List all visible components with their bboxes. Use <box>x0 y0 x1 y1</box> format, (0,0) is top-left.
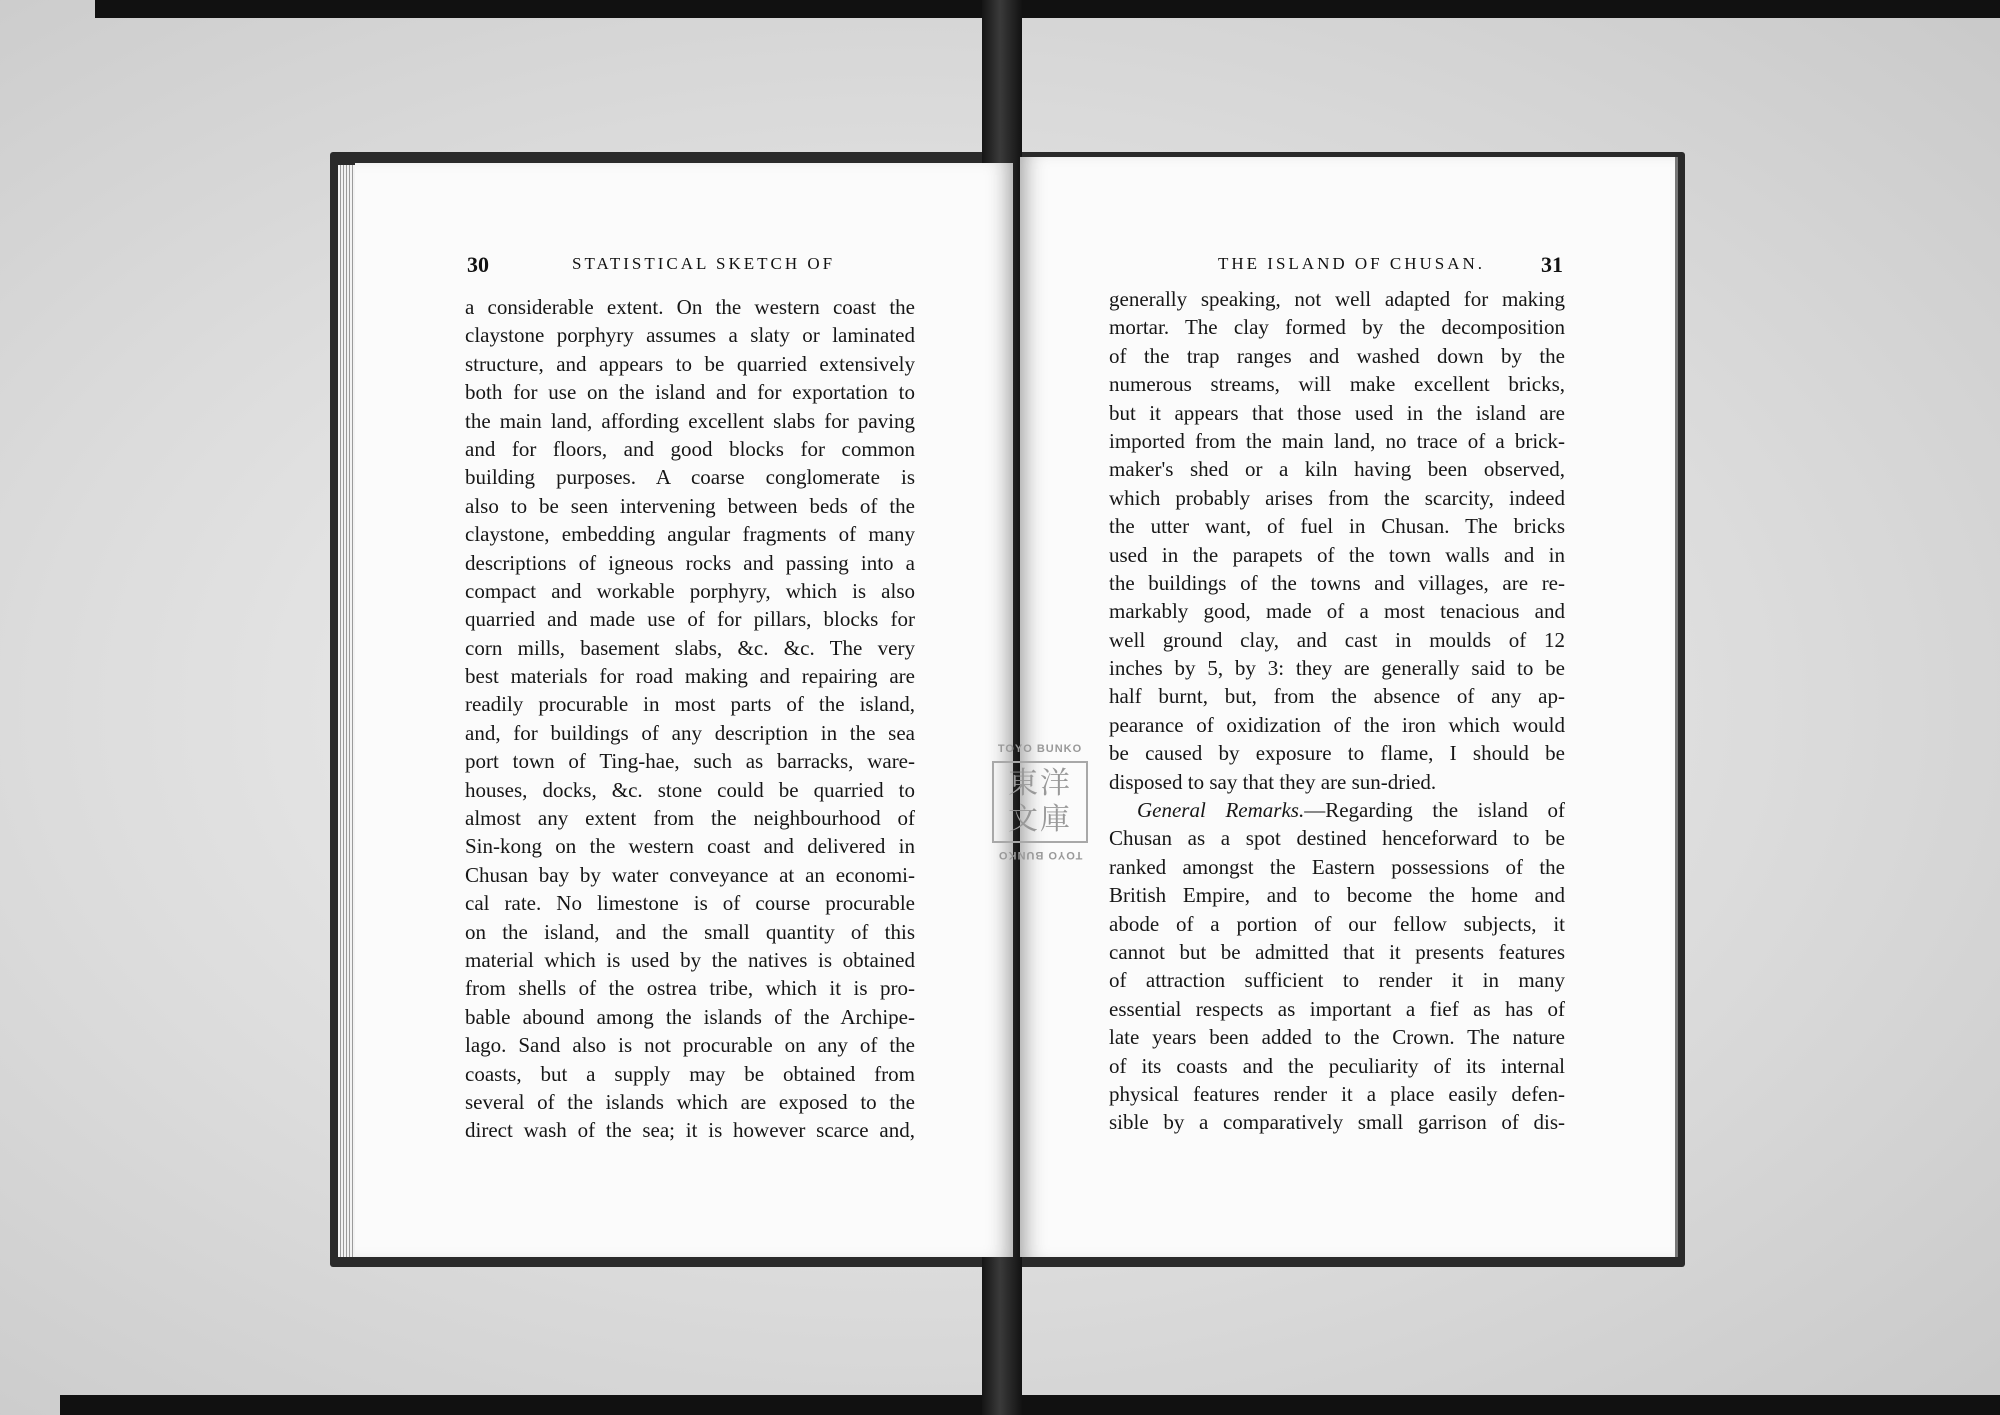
text-line: almost any extent from the neighbourhood of <box>465 806 915 831</box>
text-line: British Empire, and to become the home and <box>1109 883 1565 908</box>
scan-edge-bottom-right <box>1005 1395 2000 1415</box>
text-line: essential respects as important a fief as has of <box>1109 996 1565 1021</box>
text-line: imported from the main land, no trace of a brick- <box>1109 428 1565 453</box>
text-line: markably good, made of a most tenacious and <box>1109 599 1565 624</box>
text-line: physical features render it a place easily defen- <box>1109 1081 1565 1106</box>
running-head-right: THE ISLAND OF CHUSAN. <box>1218 254 1486 273</box>
text-line: quarried and made use of for pillars, blocks for <box>465 607 915 632</box>
stamp-bottom-text: TOYO BUNKO <box>997 849 1083 861</box>
page-number-left: 30 <box>467 252 489 277</box>
text-line: on the island, and the small quantity of this <box>465 919 915 944</box>
text-line: compact and workable porphyry, which is also <box>465 578 915 603</box>
text-line: numerous streams, will make excellent bricks, <box>1109 372 1565 397</box>
text-line: several of the islands which are exposed to the <box>465 1089 915 1114</box>
text-line: descriptions of igneous rocks and passing into a <box>465 550 915 575</box>
text-line: maker's shed or a kiln having been observed, <box>1109 457 1565 482</box>
text-line: generally speaking, not well adapted for making <box>1109 287 1565 311</box>
text-line: claystone porphyry assumes a slaty or laminated <box>465 323 915 348</box>
text-line: the main land, affording excellent slabs for paving <box>465 408 915 433</box>
text-line: material which is used by the natives is obtained <box>465 947 915 972</box>
text-line: of the trap ranges and washed down by the <box>1109 343 1565 368</box>
text-line: disposed to say that they are sun-dried. <box>1109 769 1437 794</box>
text-line: inches by 5, by 3: they are generally said to be <box>1109 656 1565 681</box>
text-line: and, for buildings of any description in the sea <box>465 720 915 745</box>
section-heading: General Remarks. <box>1137 798 1305 823</box>
library-stamp <box>980 743 1100 861</box>
text-line: but it appears that those used in the island are <box>1109 400 1565 425</box>
text-line: mortar. The clay formed by the decomposition <box>1109 315 1565 340</box>
text-line: the utter want, of fuel in Chusan. The bricks <box>1109 514 1565 539</box>
scan-edge-top-right <box>1010 0 2000 18</box>
text-line: cannot but be admitted that it presents features <box>1109 939 1565 964</box>
left-body-text <box>465 293 915 1145</box>
text-line: late years been added to the Crown. The nature <box>1109 1025 1565 1050</box>
scan-edge-top-left <box>95 0 995 18</box>
text-line: Chusan as a spot destined henceforward to be <box>1109 826 1565 851</box>
text-line: from shells of the ostrea tribe, which it is pro- <box>465 976 915 1001</box>
text-line: half burnt, but, from the absence of any ap- <box>1109 684 1565 709</box>
text-line: cal rate. No limestone is of course procurable <box>465 891 915 916</box>
text-line: ranked amongst the Eastern possessions of the <box>1109 854 1565 879</box>
text-line: houses, docks, &c. stone could be quarried to <box>465 777 915 802</box>
text-line: bable abound among the islands of the Archipe- <box>465 1004 915 1029</box>
text-line: of its coasts and the peculiarity of its internal <box>1109 1053 1565 1078</box>
text-line: Sin-kong on the western coast and delivered in <box>465 834 915 859</box>
section-heading-line <box>1109 796 1565 824</box>
text-line: direct wash of the sea; it is however scarce and, <box>465 1118 915 1143</box>
text-line: well ground clay, and cast in moulds of 12 <box>1109 627 1565 652</box>
text-line: both for use on the island and for exportation to <box>465 380 915 405</box>
right-body-text <box>1109 285 1565 1137</box>
text-line: Chusan bay by water conveyance at an economi- <box>465 862 915 887</box>
section-first-line: —Regarding the island of <box>1304 798 1565 823</box>
text-line: a considerable extent. On the western coast the <box>465 295 915 319</box>
text-line: port town of Ting-hae, such as barracks, ware- <box>465 749 915 774</box>
page-number-right: 31 <box>1541 252 1563 277</box>
text-line: and for floors, and good blocks for common <box>465 436 915 461</box>
text-line: claystone, embedding angular fragments of many <box>465 522 915 547</box>
stamp-top-text: TOYO BUNKO <box>997 743 1083 755</box>
text-line: of attraction sufficient to render it in many <box>1109 968 1565 993</box>
running-head-left: STATISTICAL SKETCH OF <box>572 254 836 273</box>
text-line: lago. Sand also is not procurable on any of the <box>465 1033 915 1058</box>
text-line: readily procurable in most parts of the island, <box>465 692 915 717</box>
text-line: the buildings of the towns and villages, are re- <box>1109 570 1565 595</box>
text-line: structure, and appears to be quarried extensively <box>465 351 915 376</box>
text-line: abode of a portion of our fellow subjects, it <box>1109 911 1565 936</box>
text-line: coasts, but a supply may be obtained from <box>465 1061 915 1086</box>
seal-text: 東洋文庫 <box>1008 767 1072 836</box>
text-line: sible by a comparatively small garrison of dis- <box>1109 1110 1565 1135</box>
text-line: which probably arises from the scarcity, indeed <box>1109 485 1565 510</box>
text-line: building purposes. A coarse conglomerate is <box>465 465 915 490</box>
text-line: corn mills, basement slabs, &c. &c. The very <box>465 635 915 660</box>
text-line: also to be seen intervening between beds of the <box>465 493 915 518</box>
text-line: used in the parapets of the town walls and in <box>1109 542 1565 567</box>
seal-icon <box>992 761 1088 843</box>
text-line: be caused by exposure to flame, I should be <box>1109 741 1565 766</box>
text-line: best materials for road making and repairing are <box>465 664 915 689</box>
text-line: pearance of oxidization of the iron which would <box>1109 712 1565 737</box>
scan-edge-bottom-left <box>60 1395 995 1415</box>
